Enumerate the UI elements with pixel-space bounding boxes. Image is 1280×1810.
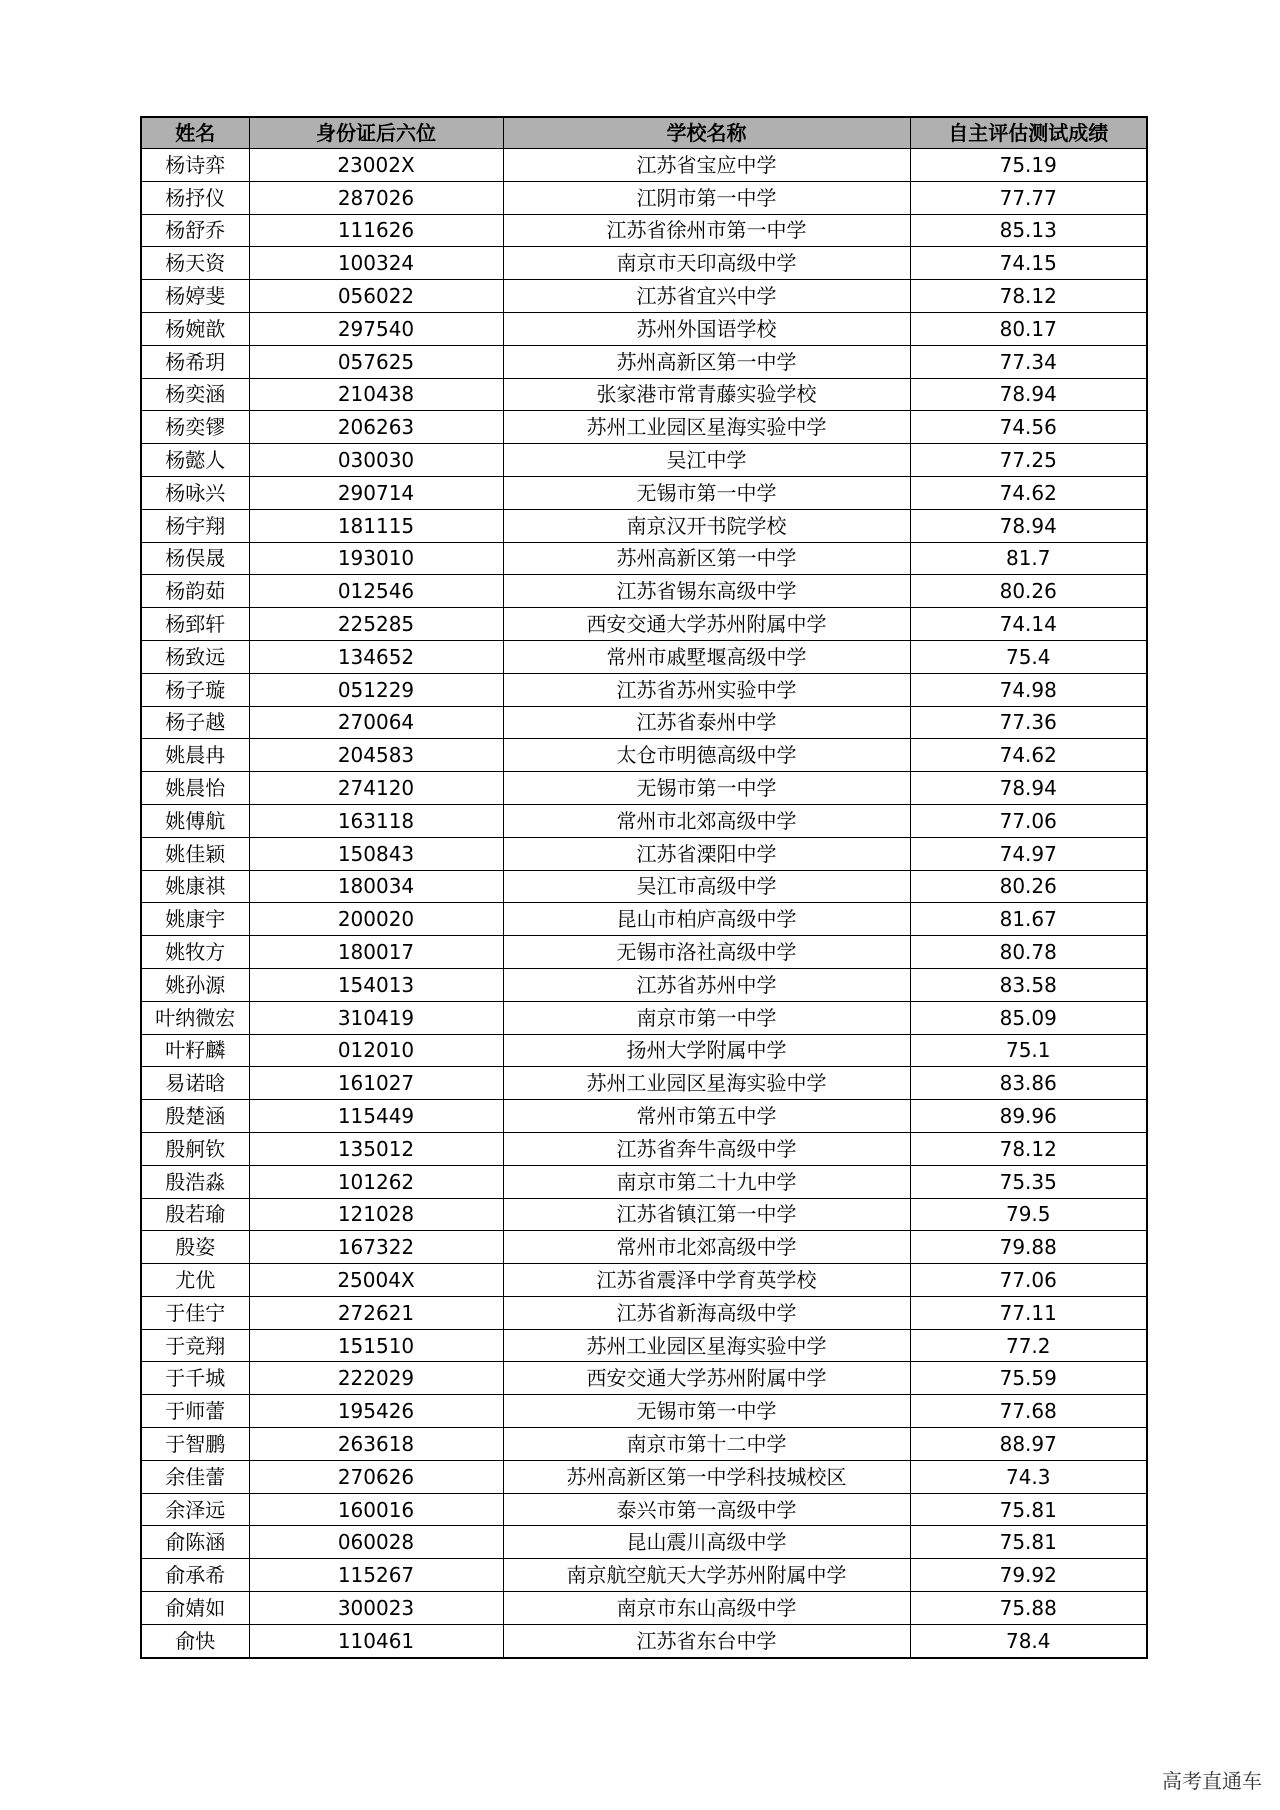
cell-score: 77.11 [910,1296,1147,1329]
cell-id-last-six: 115267 [249,1559,503,1592]
table-row [141,509,1147,542]
cell-score: 77.68 [910,1395,1147,1428]
table-row [141,1231,1147,1264]
cell-id-last-six: 23002X [249,149,503,182]
cell-school: 江苏省宝应中学 [503,149,910,182]
cell-school: 南京市天印高级中学 [503,247,910,280]
cell-score: 75.81 [910,1526,1147,1559]
cell-name: 殷楚涵 [141,1100,249,1133]
cell-id-last-six: 274120 [249,772,503,805]
cell-name: 杨希玥 [141,345,249,378]
cell-score: 77.36 [910,706,1147,739]
cell-score: 78.12 [910,280,1147,313]
cell-id-last-six: 012010 [249,1034,503,1067]
table-row [141,1559,1147,1592]
cell-name: 杨懿人 [141,444,249,477]
cell-id-last-six: 154013 [249,968,503,1001]
table-row [141,280,1147,313]
cell-id-last-six: 290714 [249,476,503,509]
cell-name: 杨子越 [141,706,249,739]
cell-score: 88.97 [910,1428,1147,1461]
table-row [141,1329,1147,1362]
cell-score: 74.62 [910,476,1147,509]
table-row [141,247,1147,280]
cell-name: 叶籽麟 [141,1034,249,1067]
cell-name: 殷舸钦 [141,1132,249,1165]
cell-id-last-six: 163118 [249,804,503,837]
cell-school: 苏州高新区第一中学 [503,345,910,378]
cell-id-last-six: 25004X [249,1264,503,1297]
table-row [141,1493,1147,1526]
cell-score: 74.3 [910,1460,1147,1493]
cell-name: 易诺晗 [141,1067,249,1100]
cell-name: 姚晨冉 [141,739,249,772]
table-body [141,149,1147,1658]
cell-name: 殷若瑜 [141,1198,249,1231]
cell-score: 74.56 [910,411,1147,444]
table-row [141,936,1147,969]
header-score: 自主评估测试成绩 [910,117,1147,149]
cell-school: 江苏省东台中学 [503,1624,910,1657]
cell-school: 南京汉开书院学校 [503,509,910,542]
table-row [141,706,1147,739]
cell-school: 南京市东山高级中学 [503,1592,910,1625]
cell-school: 昆山市柏庐高级中学 [503,903,910,936]
cell-id-last-six: 206263 [249,411,503,444]
table-row [141,1526,1147,1559]
cell-school: 常州市北郊高级中学 [503,1231,910,1264]
cell-school: 无锡市第一中学 [503,772,910,805]
cell-school: 江苏省震泽中学育英学校 [503,1264,910,1297]
cell-school: 江苏省泰州中学 [503,706,910,739]
table-row [141,378,1147,411]
cell-name: 杨宇翔 [141,509,249,542]
cell-name: 尤优 [141,1264,249,1297]
cell-id-last-six: 181115 [249,509,503,542]
cell-score: 89.96 [910,1100,1147,1133]
cell-name: 杨舒乔 [141,214,249,247]
cell-school: 南京市第一中学 [503,1001,910,1034]
cell-score: 74.97 [910,837,1147,870]
cell-school: 扬州大学附属中学 [503,1034,910,1067]
cell-score: 75.35 [910,1165,1147,1198]
cell-name: 杨韵茹 [141,575,249,608]
table-row [141,903,1147,936]
cell-id-last-six: 134652 [249,640,503,673]
cell-school: 苏州工业园区星海实验中学 [503,1067,910,1100]
cell-score: 74.98 [910,673,1147,706]
table-row [141,968,1147,1001]
cell-id-last-six: 204583 [249,739,503,772]
cell-id-last-six: 300023 [249,1592,503,1625]
cell-score: 79.88 [910,1231,1147,1264]
cell-school: 江苏省苏州实验中学 [503,673,910,706]
table-row [141,542,1147,575]
cell-score: 75.88 [910,1592,1147,1625]
cell-id-last-six: 210438 [249,378,503,411]
cell-name: 杨子璇 [141,673,249,706]
table-row [141,1198,1147,1231]
cell-school: 江苏省镇江第一中学 [503,1198,910,1231]
cell-school: 苏州外国语学校 [503,312,910,345]
cell-id-last-six: 051229 [249,673,503,706]
table-row [141,1165,1147,1198]
cell-id-last-six: 111626 [249,214,503,247]
table-row [141,1460,1147,1493]
table-row [141,1264,1147,1297]
table-row [141,411,1147,444]
cell-name: 余佳蕾 [141,1460,249,1493]
cell-school: 苏州工业园区星海实验中学 [503,411,910,444]
table-row [141,1592,1147,1625]
table-row [141,476,1147,509]
cell-id-last-six: 263618 [249,1428,503,1461]
cell-score: 78.94 [910,772,1147,805]
cell-school: 江苏省溧阳中学 [503,837,910,870]
cell-name: 姚康祺 [141,870,249,903]
table-row [141,1428,1147,1461]
cell-school: 太仓市明德高级中学 [503,739,910,772]
cell-name: 杨抒仪 [141,181,249,214]
cell-score: 77.25 [910,444,1147,477]
cell-score: 77.77 [910,181,1147,214]
cell-name: 殷浩淼 [141,1165,249,1198]
cell-id-last-six: 270626 [249,1460,503,1493]
table-row [141,804,1147,837]
cell-school: 江苏省锡东高级中学 [503,575,910,608]
cell-school: 张家港市常青藤实验学校 [503,378,910,411]
cell-school: 昆山震川高级中学 [503,1526,910,1559]
cell-score: 78.12 [910,1132,1147,1165]
cell-name: 姚晨怡 [141,772,249,805]
cell-name: 姚牧方 [141,936,249,969]
cell-school: 西安交通大学苏州附属中学 [503,1362,910,1395]
cell-school: 江苏省苏州中学 [503,968,910,1001]
cell-id-last-six: 151510 [249,1329,503,1362]
cell-score: 75.59 [910,1362,1147,1395]
cell-id-last-six: 180034 [249,870,503,903]
cell-score: 85.13 [910,214,1147,247]
cell-id-last-six: 030030 [249,444,503,477]
cell-score: 77.06 [910,804,1147,837]
cell-school: 苏州高新区第一中学科技城校区 [503,1460,910,1493]
table-row [141,1132,1147,1165]
cell-score: 83.86 [910,1067,1147,1100]
cell-school: 泰兴市第一高级中学 [503,1493,910,1526]
cell-score: 75.4 [910,640,1147,673]
cell-score: 78.94 [910,378,1147,411]
header-name: 姓名 [141,117,249,149]
cell-name: 俞婧如 [141,1592,249,1625]
cell-score: 75.81 [910,1493,1147,1526]
table-row [141,640,1147,673]
cell-id-last-six: 193010 [249,542,503,575]
cell-name: 叶纳微宏 [141,1001,249,1034]
cell-school: 无锡市第一中学 [503,476,910,509]
cell-score: 77.2 [910,1329,1147,1362]
header-row [141,117,1147,149]
cell-id-last-six: 167322 [249,1231,503,1264]
cell-id-last-six: 161027 [249,1067,503,1100]
cell-name: 姚佳颖 [141,837,249,870]
cell-score: 78.94 [910,509,1147,542]
cell-score: 83.58 [910,968,1147,1001]
cell-id-last-six: 121028 [249,1198,503,1231]
cell-name: 俞快 [141,1624,249,1657]
cell-score: 75.19 [910,149,1147,182]
table-row [141,870,1147,903]
table-row [141,1362,1147,1395]
cell-name: 杨郅轩 [141,608,249,641]
table-row [141,837,1147,870]
cell-id-last-six: 057625 [249,345,503,378]
table-row [141,739,1147,772]
table-row [141,1034,1147,1067]
cell-score: 77.34 [910,345,1147,378]
cell-school: 江苏省徐州市第一中学 [503,214,910,247]
cell-score: 80.26 [910,575,1147,608]
cell-name: 杨咏兴 [141,476,249,509]
cell-score: 74.15 [910,247,1147,280]
cell-id-last-six: 195426 [249,1395,503,1428]
cell-id-last-six: 060028 [249,1526,503,1559]
cell-name: 杨婷斐 [141,280,249,313]
cell-school: 江苏省宜兴中学 [503,280,910,313]
header-school: 学校名称 [503,117,910,149]
cell-name: 俞陈涵 [141,1526,249,1559]
cell-score: 81.67 [910,903,1147,936]
cell-name: 杨俣晟 [141,542,249,575]
cell-school: 南京市第二十九中学 [503,1165,910,1198]
cell-school: 常州市北郊高级中学 [503,804,910,837]
cell-name: 姚康宇 [141,903,249,936]
cell-name: 殷姿 [141,1231,249,1264]
cell-id-last-six: 056022 [249,280,503,313]
cell-id-last-six: 272621 [249,1296,503,1329]
table-row [141,1100,1147,1133]
table-row [141,1624,1147,1657]
cell-name: 于千城 [141,1362,249,1395]
watermark: 高考直通车 [1162,1769,1262,1793]
table-row [141,1067,1147,1100]
cell-id-last-six: 297540 [249,312,503,345]
table-row [141,149,1147,182]
cell-school: 常州市第五中学 [503,1100,910,1133]
cell-score: 80.26 [910,870,1147,903]
cell-score: 77.06 [910,1264,1147,1297]
cell-name: 俞承希 [141,1559,249,1592]
cell-school: 无锡市洛社高级中学 [503,936,910,969]
cell-score: 79.92 [910,1559,1147,1592]
cell-school: 江苏省奔牛高级中学 [503,1132,910,1165]
cell-name: 姚傅航 [141,804,249,837]
cell-score: 74.62 [910,739,1147,772]
cell-school: 南京航空航天大学苏州附属中学 [503,1559,910,1592]
header-id-last-six: 身份证后六位 [249,117,503,149]
table-row [141,214,1147,247]
cell-name: 于智鹏 [141,1428,249,1461]
cell-id-last-six: 110461 [249,1624,503,1657]
cell-id-last-six: 100324 [249,247,503,280]
cell-score: 80.17 [910,312,1147,345]
cell-score: 78.4 [910,1624,1147,1657]
cell-name: 杨奕涵 [141,378,249,411]
cell-score: 79.5 [910,1198,1147,1231]
cell-school: 苏州高新区第一中学 [503,542,910,575]
cell-name: 于师蕾 [141,1395,249,1428]
cell-score: 85.09 [910,1001,1147,1034]
cell-score: 81.7 [910,542,1147,575]
cell-id-last-six: 160016 [249,1493,503,1526]
cell-school: 吴江中学 [503,444,910,477]
cell-school: 常州市戚墅堰高级中学 [503,640,910,673]
cell-id-last-six: 270064 [249,706,503,739]
cell-school: 无锡市第一中学 [503,1395,910,1428]
cell-name: 杨天资 [141,247,249,280]
cell-name: 姚孙源 [141,968,249,1001]
cell-name: 杨奕镠 [141,411,249,444]
table-row [141,1296,1147,1329]
table-row [141,312,1147,345]
cell-name: 余泽远 [141,1493,249,1526]
cell-id-last-six: 115449 [249,1100,503,1133]
cell-score: 74.14 [910,608,1147,641]
table-row [141,444,1147,477]
cell-school: 苏州工业园区星海实验中学 [503,1329,910,1362]
cell-id-last-six: 225285 [249,608,503,641]
cell-id-last-six: 180017 [249,936,503,969]
table-row [141,673,1147,706]
cell-name: 杨诗弈 [141,149,249,182]
cell-id-last-six: 222029 [249,1362,503,1395]
table-row [141,1001,1147,1034]
cell-school: 江苏省新海高级中学 [503,1296,910,1329]
cell-school: 江阴市第一中学 [503,181,910,214]
cell-id-last-six: 150843 [249,837,503,870]
table-row [141,772,1147,805]
table-row [141,181,1147,214]
cell-id-last-six: 135012 [249,1132,503,1165]
cell-name: 于佳宁 [141,1296,249,1329]
cell-id-last-six: 287026 [249,181,503,214]
cell-id-last-six: 200020 [249,903,503,936]
cell-name: 于竞翔 [141,1329,249,1362]
cell-school: 南京市第十二中学 [503,1428,910,1461]
score-table [140,116,1148,1659]
cell-score: 80.78 [910,936,1147,969]
table-row [141,1395,1147,1428]
cell-score: 75.1 [910,1034,1147,1067]
table-row [141,575,1147,608]
cell-school: 吴江市高级中学 [503,870,910,903]
table-row [141,608,1147,641]
cell-school: 西安交通大学苏州附属中学 [503,608,910,641]
cell-id-last-six: 310419 [249,1001,503,1034]
cell-id-last-six: 012546 [249,575,503,608]
table-row [141,345,1147,378]
cell-name: 杨婉歆 [141,312,249,345]
cell-id-last-six: 101262 [249,1165,503,1198]
cell-name: 杨致远 [141,640,249,673]
